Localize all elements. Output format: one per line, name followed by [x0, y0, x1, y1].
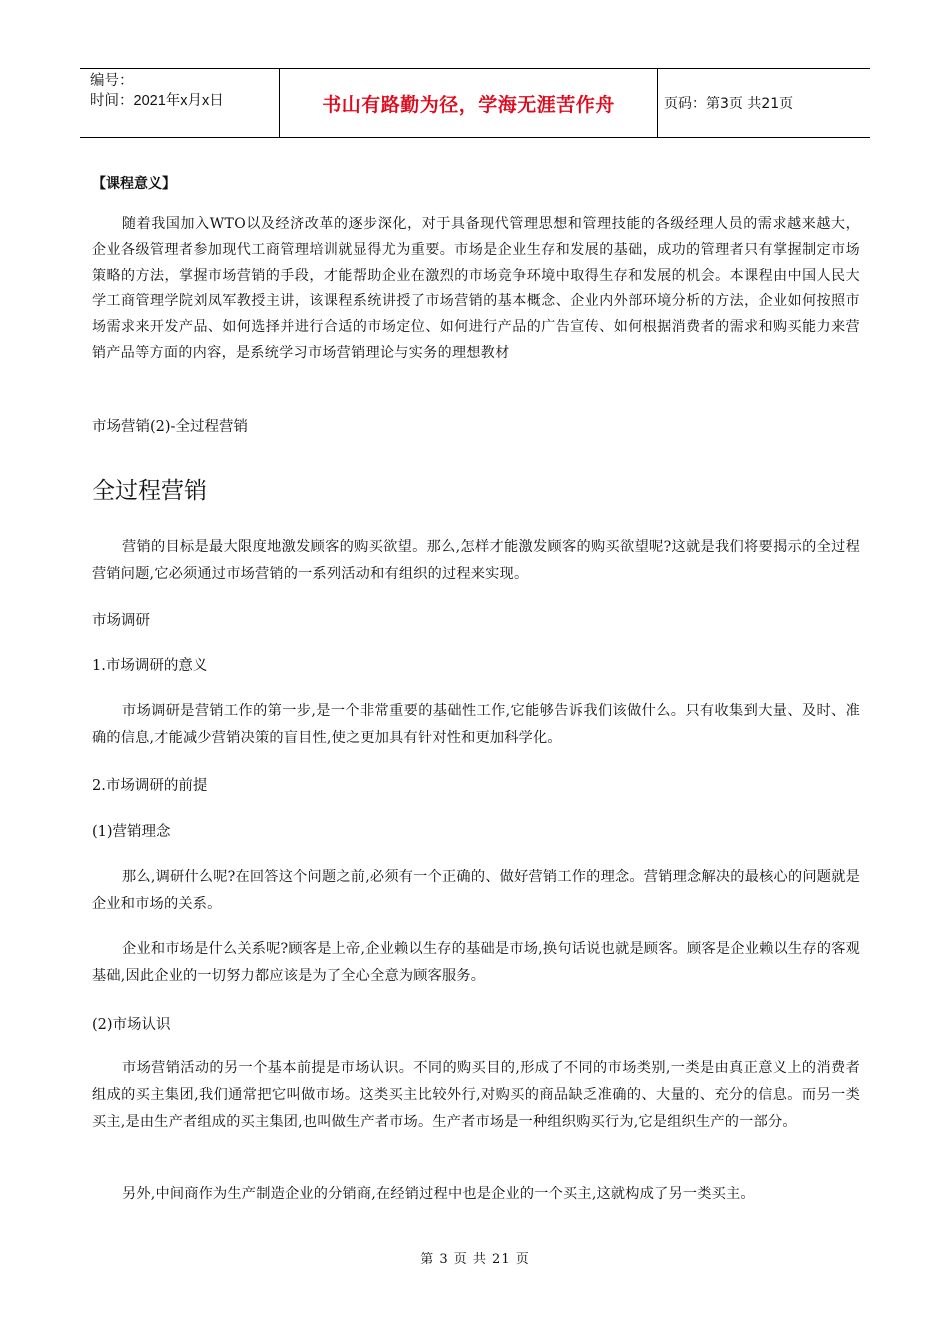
paragraph-middleman: 另外,中间商作为生产制造企业的分销商,在经销过程中也是企业的一个买主,这就构成了另一类买主。	[122, 1186, 755, 1202]
paragraph-goal: 营销的目标是最大限度地激发顾客的购买欲望。那么,怎样才能激发顾客的购买欲望呢?这就是我们将要揭示的全过程营销问题,它必须通过市场营销的一系列活动和有组织的过程来实现。	[92, 539, 860, 582]
intro-paragraph: 随着我国加入WTO以及经济改革的逐步深化，对于具备现代管理思想和管理技能的各级经理人员的需求越来越大，企业各级管理者参加现代工商管理培训就显得尤为重要。市场是企业生存和发展的基础，成功的管理者只有掌握制定市场策略的方法，掌握市场营销的手段，才能帮助企业在激烈的市场竞争环境中取得生存和发展的机会。本课程由中国人民大学工商管理学院刘凤军教授主讲，该课程系统讲授了市场营销的基本概念、企业内外部环境分析的方法，企业如何按照市场需求来开发产品、如何选择并进行合适的市场定位、如何进行产品的广告宣传、如何根据消费者的需求和购买能力来营销产品等方面的内容，是系统学习市场营销理论与实务的理想教材	[92, 216, 860, 361]
subheading-research: 市场调研	[92, 613, 150, 629]
series-title: 市场营销(2)-全过程营销	[92, 419, 248, 435]
main-heading: 全过程营销	[92, 478, 207, 504]
page-info: 页码：第3页 共21页	[664, 96, 794, 112]
page-footer: 第 3 页 共 21 页	[420, 1252, 530, 1267]
paragraph-meaning: 市场调研是营销工作的第一步,是一个非常重要的基础性工作,它能够告诉我们该做什么。只有收集到大量、及时、准确的信息,才能减少营销决策的盲目性,使之更加具有针对性和更加科学化。	[92, 703, 860, 746]
heading-market: (2)市场认识	[92, 1017, 171, 1033]
code-label: 编号：	[90, 73, 134, 89]
page-header	[80, 68, 870, 138]
motto: 书山有路勤为径，学海无涯苦作舟	[280, 69, 658, 137]
paragraph-concept: 那么,调研什么呢?在回答这个问题之前,必须有一个正确的、做好营销工作的理念。营销理念解决的最核心的问题就是企业和市场的关系。	[92, 869, 860, 912]
header-left-cell	[80, 69, 280, 137]
section-title: 【课程意义】	[92, 176, 176, 192]
heading-premise: 2.市场调研的前提	[92, 778, 208, 794]
time-label: 时间：2021年x月x日	[90, 93, 224, 109]
heading-concept: (1)营销理念	[92, 824, 171, 840]
paragraph-relation: 企业和市场是什么关系呢?顾客是上帝,企业赖以生存的基础是市场,换句话说也就是顾客。顾客是企业赖以生存的客观基础,因此企业的一切努力都应该是为了全心全意为顾客服务。	[92, 941, 860, 984]
heading-meaning: 1.市场调研的意义	[92, 658, 208, 674]
paragraph-market: 市场营销活动的另一个基本前提是市场认识。不同的购买目的,形成了不同的市场类别,一类是由真正意义上的消费者组成的买主集团,我们通常把它叫做市场。这类买主比较外行,对购买的商品缺乏准确的、大量的、充分的信息。而另一类买主,是由生产者组成的买主集团,也叫做生产者市场。生产者市场是一种组织购买行为,它是组织生产的一部分。	[92, 1060, 860, 1130]
